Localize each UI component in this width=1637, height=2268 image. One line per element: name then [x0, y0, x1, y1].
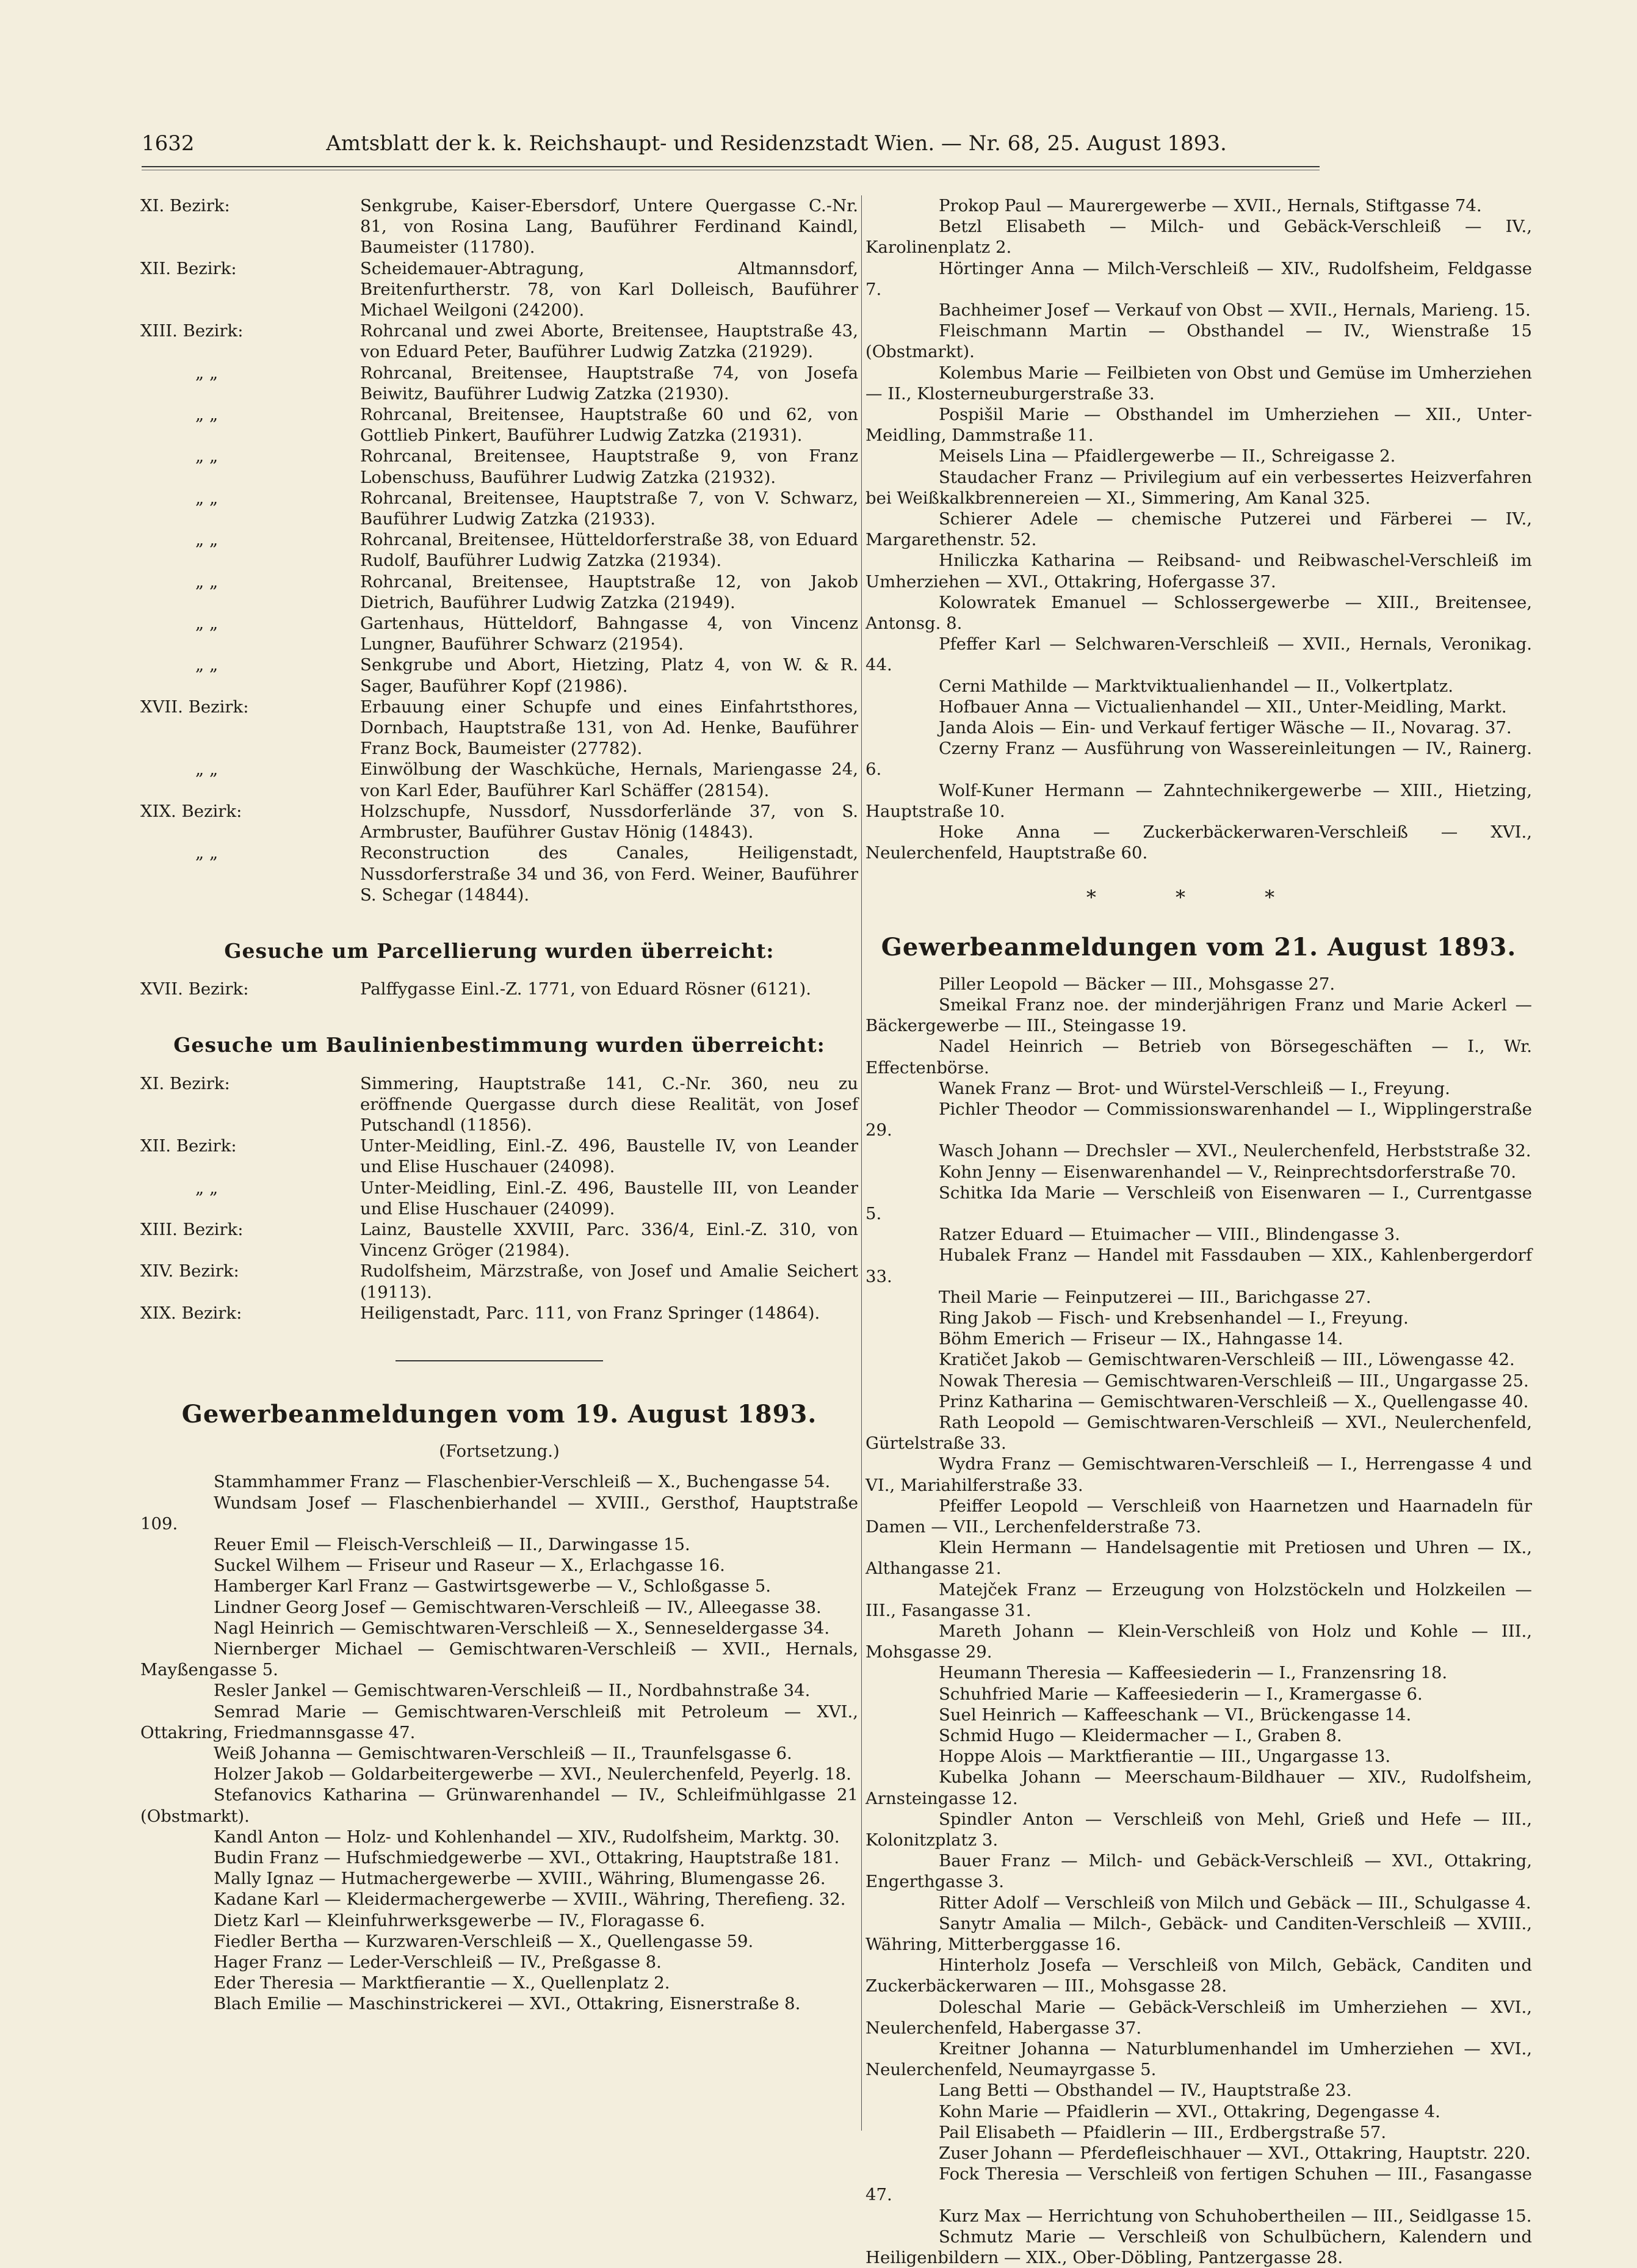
registration-entry: Bachheimer Josef — Verkauf von Obst — XVII., Hernals, Marieng. 15. [939, 300, 1531, 321]
registration-entry: Schuhfried Marie — Kaffeesiederin — I., Kramergasse 6. [939, 1684, 1423, 1704]
registration-entry: Budin Franz — Hufschmiedgewerbe — XVI., Ottakring, Hauptstraße 181. [214, 1848, 840, 1868]
listing-entry [140, 446, 858, 487]
registration-entry: Rath Leopold — Gemischtwaren-Verschleiß — XVI., Neulerchenfeld, Gürtelstraße 33. [865, 1412, 1532, 1454]
section-title-gewerbe-19: Gewerbeanmeldungen vom 19. August 1893. [181, 1399, 817, 1429]
registration-entry: Wolf-Kuner Hermann — Zahntechnikergewerbe — XIII., Hietzing, Hauptstraße 10. [865, 780, 1532, 821]
registration-entry: Schmid Hugo — Kleidermacher — I., Graben 8. [939, 1726, 1342, 1746]
district-label: XIV. Bezirk: [140, 1261, 239, 1281]
district-label: XI. Bezirk: [140, 1073, 230, 1093]
listing-entry [140, 613, 858, 654]
entry-text: Erbauung einer Schupfe und eines Einfahrtsthores, Dornbach, Hauptstraße 131, von Ad. Henke, Bauführer Franz Bock, Baumeister (27782). [360, 697, 858, 759]
registration-entry: Nadel Heinrich — Betrieb von Börsegeschäften — I., Wr. Effectenbörse. [865, 1037, 1532, 1078]
entry-text: Gartenhaus, Hütteldorf, Bahngasse 4, von Vincenz Lungner, Bauführer Schwarz (21954). [360, 614, 858, 654]
registration-entry: Bauer Franz — Milch- und Gebäck-Verschleiß — XVI., Ottakring, Engerthgasse 3. [865, 1851, 1532, 1892]
registration-entry: Dietz Karl — Kleinfuhrwerksgewerbe — IV., Floragasse 6. [214, 1910, 706, 1930]
registration-entry: Fiedler Bertha — Kurzwaren-Verschleiß — X., Quellengasse 59. [214, 1931, 754, 1951]
listing-entry [140, 488, 858, 529]
registration-entry: Heumann Theresia — Kaffeesiederin — I., Franzensring 18. [939, 1663, 1448, 1683]
district-label: XII. Bezirk: [140, 1136, 237, 1156]
gewerbe-21-list [865, 974, 1532, 2268]
section-subtitle: (Fortsetzung.) [439, 1441, 560, 1462]
registration-entry: Betzl Elisabeth — Milch- und Gebäck-Verschleiß — IV., Karolinenplatz 2. [865, 217, 1532, 258]
registration-entry: Ratzer Eduard — Etuimacher — VIII., Blindengasse 3. [939, 1225, 1400, 1245]
listing-entry [140, 1219, 858, 1261]
registration-entry: Kurz Max — Herrichtung von Schuhobertheilen — III., Seidlgasse 15. [939, 2206, 1532, 2226]
registration-entry: Kreitner Johanna — Naturblumenhandel im Umherziehen — XVI., Neulerchenfeld, Neumayrgasse 5. [865, 2039, 1532, 2080]
registration-entry: Doleschal Marie — Gebäck-Verschleiß im Umherziehen — XVI., Neulerchenfeld, Habergasse 37. [865, 1997, 1532, 2038]
registration-entry: Theil Marie — Feinputzerei — III., Barichgasse 27. [939, 1287, 1371, 1307]
entry-text: Unter-Meidling, Einl.-Z. 496, Baustelle IV, von Leander und Elise Huschauer (24098). [360, 1136, 858, 1177]
registration-entry: Stefanovics Katharina — Grünwarenhandel — IV., Schleifmühlgasse 21 (Obstmarkt). [140, 1785, 858, 1826]
listing-entry [140, 529, 858, 571]
district-label: XIII. Bezirk: [140, 321, 244, 341]
registration-entry: Hamberger Karl Franz — Gastwirtsgewerbe — V., Schloßgasse 5. [214, 1576, 771, 1596]
registration-entry: Schierer Adele — chemische Putzerei und Färberei — IV., Margarethenstr. 52. [865, 509, 1532, 550]
listing-entry [140, 842, 858, 905]
listing-entry [140, 801, 858, 842]
registration-entry: Semrad Marie — Gemischtwaren-Verschleiß mit Petroleum — XVI., Ottakring, Friedmannsgasse 47. [140, 1701, 858, 1742]
entry-text: Rohrcanal, Breitensee, Hütteldorferstraße 38, von Eduard Rudolf, Bauführer Ludwig Zatzka (21934). [360, 530, 858, 571]
listing-entry [140, 404, 858, 446]
listing-entry [140, 759, 858, 800]
header-rule [142, 166, 1320, 167]
masthead-title: Amtsblatt der k. k. Reichshaupt- und Residenzstadt Wien. — Nr. 68, 25. August 1893. [326, 131, 1227, 156]
page-number: 1632 [142, 131, 195, 156]
registration-entry: Kolembus Marie — Feilbieten von Obst und Gemüse im Umherziehen — II., Klosterneuburgerstraße 33. [865, 363, 1532, 404]
registration-entry: Kratičet Jakob — Gemischtwaren-Verschleiß — III., Löwengasse 42. [939, 1350, 1515, 1370]
listing-entry [140, 1261, 858, 1302]
registration-entry: Hinterholz Josefa — Verschleiß von Milch, Gebäck, Canditen und Zuckerbäckerwaren — III., Mohsgasse 28. [865, 1955, 1532, 1996]
registration-entry: Hubalek Franz — Handel mit Fassdauben — XIX., Kahlenbergerdorf 33. [865, 1245, 1532, 1286]
district-label: XVII. Bezirk: [140, 979, 249, 999]
entry-text: Rohrcanal, Breitensee, Hauptstraße 74, von Josefa Beiwitz, Bauführer Ludwig Zatzka (21930). [360, 363, 858, 404]
registration-entry: Meisels Lina — Pfaidlergewerbe — II., Schreigasse 2. [939, 446, 1396, 466]
registration-entry: Weiß Johanna — Gemischtwaren-Verschleiß — II., Traunfelsgasse 6. [214, 1744, 792, 1763]
registration-entry: Pail Elisabeth — Pfaidlerin — III., Erdbergstraße 57. [939, 2122, 1387, 2142]
registration-entry: Mareth Johann — Klein-Verschleiß von Holz und Kohle — III., Mohsgasse 29. [865, 1621, 1532, 1662]
entry-text: Rohrcanal, Breitensee, Hauptstraße 7, von V. Schwarz, Bauführer Ludwig Zatzka (21933). [360, 488, 858, 529]
district-label: „ „ [195, 843, 219, 863]
listing-entry [140, 1136, 858, 1177]
entry-text: Rohrcanal, Breitensee, Hauptstraße 12, von Jakob Dietrich, Bauführer Ludwig Zatzka (21949). [360, 571, 858, 612]
registration-entry: Kolowratek Emanuel — Schlossergewerbe — XIII., Breitensee, Antonsg. 8. [865, 592, 1532, 634]
listing-entry [140, 654, 858, 696]
registration-entry: Holzer Jakob — Goldarbeitergewerbe — XVI., Neulerchenfeld, Peyerlg. 18. [214, 1764, 851, 1784]
entry-text: Unter-Meidling, Einl.-Z. 496, Baustelle III, von Leander und Elise Huschauer (24099). [360, 1178, 858, 1219]
entry-text: Reconstruction des Canales, Heiligenstadt, Nussdorferstraße 34 und 36, von Ferd. Weiner, Bauführer S. Schegar (14844). [360, 843, 858, 905]
listing-entry [140, 258, 858, 321]
registration-entry: Zuser Johann — Pferdefleischhauer — XVI., Ottakring, Hauptstr. 220. [939, 2143, 1531, 2164]
registration-entry: Pichler Theodor — Commissionswarenhandel — I., Wipplingerstraße 29. [865, 1099, 1532, 1140]
district-label: „ „ [195, 1178, 219, 1198]
registration-entry: Böhm Emerich — Friseur — IX., Hahngasse 14. [939, 1329, 1343, 1349]
registration-entry: Prokop Paul — Maurergewerbe — XVII., Hernals, Stiftgasse 74. [939, 196, 1482, 216]
registration-entry: Czerny Franz — Ausführung von Wassereinleitungen — IV., Rainerg. 6. [865, 739, 1532, 780]
section-divider [396, 1360, 603, 1361]
district-label: „ „ [195, 759, 219, 780]
registration-entry: Janda Alois — Ein- und Verkauf fertiger Wäsche — II., Novarag. 37. [939, 718, 1512, 738]
registration-entry: Pfeffer Karl — Selchwaren-Verschleiß — XVII., Hernals, Veronikag. 44. [865, 634, 1532, 675]
district-label: XIX. Bezirk: [140, 801, 242, 821]
district-label: „ „ [195, 614, 219, 634]
registration-entry: Eder Theresia — Marktfierantie — X., Quellenplatz 2. [214, 1973, 670, 1993]
entry-text: Senkgrube, Kaiser-Ebersdorf, Untere Quergasse C.-Nr. 81, von Rosina Lang, Bauführer Ferdinand Kaindl, Baumeister (11780). [360, 196, 858, 258]
registration-entry: Suckel Wilhem — Friseur und Raseur — X., Erlachgasse 16. [214, 1556, 725, 1576]
district-label: XIII. Bezirk: [140, 1219, 244, 1239]
district-label: XVII. Bezirk: [140, 697, 249, 717]
section-title-baulinien: Gesuche um Baulinienbestimmung wurden überreicht: [173, 1033, 825, 1057]
registration-entry: Kadane Karl — Kleidermachergewerbe — XVIII., Währing, Therefieng. 32. [214, 1889, 846, 1910]
entry-text: Heiligenstadt, Parc. 111, von Franz Springer (14864). [360, 1303, 820, 1323]
district-label: XII. Bezirk: [140, 258, 237, 278]
listing-entry [140, 363, 858, 404]
district-label: „ „ [195, 405, 219, 425]
registration-entry: Wasch Johann — Drechsler — XVI., Neulerchenfeld, Herbststraße 32. [939, 1141, 1531, 1161]
registration-entry: Lindner Georg Josef — Gemischtwaren-Verschleiß — IV., Alleegasse 38. [214, 1597, 822, 1617]
section-title-parcellierung: Gesuche um Parcellierung wurden überreicht: [224, 938, 775, 963]
entry-text: Rohrcanal, Breitensee, Hauptstraße 9, von Franz Lobenschuss, Bauführer Ludwig Zatzka (21932). [360, 446, 858, 487]
district-label: „ „ [195, 571, 219, 592]
page-header [142, 125, 1320, 162]
registration-entry: Suel Heinrich — Kaffeeschank — VI., Brückengasse 14. [939, 1705, 1412, 1725]
registration-entry: Hoppe Alois — Marktfierantie — III., Ungargasse 13. [939, 1747, 1391, 1767]
registration-entry: Hniliczka Katharina — Reibsand- und Reibwaschel-Verschleiß im Umherziehen — XVI., Ottakring, Hofergasse 37. [865, 551, 1532, 592]
registration-entry: Lang Betti — Obsthandel — IV., Hauptstraße 23. [939, 2081, 1352, 2101]
registration-entry: Kubelka Johann — Meerschaum-Bildhauer — XIV., Rudolfsheim, Arnsteingasse 12. [865, 1767, 1532, 1808]
entry-text: Senkgrube und Abort, Hietzing, Platz 4, von W. & R. Sager, Bauführer Kopf (21986). [360, 655, 858, 696]
registration-entry: Fleischmann Martin — Obsthandel — IV., Wienstraße 15 (Obstmarkt). [865, 321, 1532, 362]
district-label: „ „ [195, 655, 219, 675]
registration-entry: Sanytr Amalia — Milch-, Gebäck- und Canditen-Verschleiß — XVIII., Währing, Mitterberggasse 16. [865, 1913, 1532, 1955]
registration-entry: Wydra Franz — Gemischtwaren-Verschleiß — I., Herrengasse 4 und VI., Mariahilferstraße 33. [865, 1454, 1532, 1495]
registration-entry: Hörtinger Anna — Milch-Verschleiß — XIV., Rudolfsheim, Feldgasse 7. [865, 258, 1532, 299]
district-label: XIX. Bezirk: [140, 1303, 242, 1323]
asterism-text: * * * [1086, 885, 1312, 909]
registration-entry: Kohn Jenny — Eisenwarenhandel — V., Reinprechtsdorferstraße 70. [939, 1162, 1517, 1182]
entry-text: Rudolfsheim, Märzstraße, von Josef und Amalie Seichert (19113). [360, 1261, 858, 1302]
district-label: „ „ [195, 488, 219, 508]
registration-entry: Ritter Adolf — Verschleiß von Milch und Gebäck — III., Schulgasse 4. [939, 1893, 1531, 1913]
registration-entry: Blach Emilie — Maschinstrickerei — XVI., Ottakring, Eisnerstraße 8. [214, 1994, 801, 2014]
registration-entry: Wanek Franz — Brot- und Würstel-Verschleiß — I., Freyung. [939, 1078, 1450, 1098]
entry-text: Rohrcanal, Breitensee, Hauptstraße 60 und 62, von Gottlieb Pinkert, Bauführer Ludwig Zatzka (21931). [360, 405, 858, 446]
registration-entry: Klein Hermann — Handelsagentie mit Pretiosen und Uhren — IX., Althangasse 21. [865, 1538, 1532, 1579]
registration-entry: Niernberger Michael — Gemischtwaren-Verschleiß — XVII., Hernals, Mayßengasse 5. [140, 1639, 858, 1680]
registration-entry: Schitka Ida Marie — Verschleiß von Eisenwaren — I., Currentgasse 5. [865, 1183, 1532, 1223]
entry-text: Scheidemauer-Abtragung, Altmannsdorf, Breitenfurtherstr. 78, von Karl Dolleisch, Bauführer Michael Weilgoni (24200). [360, 258, 858, 321]
building-permits-list [140, 195, 858, 905]
entry-text: Simmering, Hauptstraße 141, C.-Nr. 360, neu zu eröffnende Quergasse durch diese Realität, von Josef Putschandl (11856). [360, 1073, 858, 1135]
entry-text: Holzschupfe, Nussdorf, Nussdorferlände 37, von S. Armbruster, Bauführer Gustav Hönig (14843). [360, 801, 858, 842]
parcellierung-list [140, 979, 858, 999]
registration-entry: Cerni Mathilde — Marktviktualienhandel — II., Volkertplatz. [939, 676, 1453, 696]
right-column [865, 195, 1532, 2268]
listing-entry [140, 195, 858, 258]
registration-entry: Spindler Anton — Verschleiß von Mehl, Grieß und Hefe — III., Kolonitzplatz 3. [865, 1809, 1532, 1850]
registration-entry: Kohn Marie — Pfaidlerin — XVI., Ottakring, Degengasse 4. [939, 2101, 1440, 2121]
registration-entry: Mally Ignaz — Hutmachergewerbe — XVIII., Währing, Blumengasse 26. [214, 1869, 826, 1889]
listing-entry [140, 1073, 858, 1136]
gewerbe-19-list [140, 1471, 858, 2014]
registration-entry: Fock Theresia — Verschleiß von fertigen Schuhen — III., Fasangasse 47. [865, 2164, 1532, 2205]
registration-entry: Hoke Anna — Zuckerbäckerwaren-Verschleiß — XVI., Neulerchenfeld, Hauptstraße 60. [865, 822, 1532, 863]
registration-entry: Pospišil Marie — Obsthandel im Umherziehen — XII., Unter-Meidling, Dammstraße 11. [865, 405, 1532, 446]
listing-entry [140, 1303, 858, 1324]
registration-entry: Kandl Anton — Holz- und Kohlenhandel — XIV., Rudolfsheim, Marktg. 30. [214, 1827, 840, 1847]
registration-entry: Nagl Heinrich — Gemischtwaren-Verschleiß — X., Senneseldergasse 34. [214, 1618, 830, 1638]
entry-text: Rohrcanal und zwei Aborte, Breitensee, Hauptstraße 43, von Eduard Peter, Bauführer Ludwig Zatzka (21929). [360, 321, 858, 362]
registration-entry: Nowak Theresia — Gemischtwaren-Verschleiß — III., Ungargasse 25. [939, 1371, 1529, 1391]
listing-entry [140, 979, 858, 999]
district-label: „ „ [195, 363, 219, 383]
listing-entry [140, 697, 858, 759]
registration-entry: Hofbauer Anna — Victualienhandel — XII., Unter-Meidling, Markt. [939, 697, 1507, 717]
registration-entry: Stammhammer Franz — Flaschenbier-Verschleiß — X., Buchengasse 54. [214, 1472, 831, 1492]
entry-text: Lainz, Baustelle XXVIII, Parc. 336/4, Einl.-Z. 310, von Vincenz Gröger (21984). [360, 1219, 858, 1261]
registration-entry: Smeikal Franz noe. der minderjährigen Franz und Marie Ackerl — Bäckergewerbe — III., Steingasse 19. [865, 995, 1532, 1036]
registration-entry: Reuer Emil — Fleisch-Verschleiß — II., Darwingasse 15. [214, 1534, 690, 1554]
listing-entry [140, 321, 858, 362]
registration-entry: Hager Franz — Leder-Verschleiß — IV., Preßgasse 8. [214, 1952, 662, 1973]
registration-entry: Matejček Franz — Erzeugung von Holzstöckeln und Holzkeilen — III., Fasangasse 31. [865, 1579, 1532, 1620]
district-label: „ „ [195, 530, 219, 550]
registration-entry: Resler Jankel — Gemischtwaren-Verschleiß — II., Nordbahnstraße 34. [214, 1681, 811, 1701]
left-column [140, 195, 858, 2015]
section-title-gewerbe-21: Gewerbeanmeldungen vom 21. August 1893. [881, 932, 1517, 962]
entry-text: Einwölbung der Waschküche, Hernals, Mariengasse 24, von Karl Eder, Bauführer Karl Schäffer (28154). [360, 759, 858, 800]
registration-entry: Staudacher Franz — Privilegium auf ein verbessertes Heizverfahren bei Weißkalkbrennereien — XI., Simmering, Am Kanal 325. [865, 467, 1532, 508]
listing-entry [140, 571, 858, 613]
column-divider [861, 195, 862, 2131]
registration-entry: Pfeiffer Leopold — Verschleiß von Haarnetzen und Haarnadeln für Damen — VII., Lerchenfelderstraße 73. [865, 1496, 1532, 1537]
baulinien-list [140, 1073, 858, 1324]
gewerbe-continued-list [865, 195, 1532, 864]
registration-entry: Prinz Katharina — Gemischtwaren-Verschleiß — X., Quellengasse 40. [939, 1391, 1529, 1411]
registration-entry: Schmutz Marie — Verschleiß von Schulbüchern, Kalendern und Heiligenbildern — XIX., Ober-Döbling, Pantzergasse 28. [865, 2226, 1532, 2268]
registration-entry: Ring Jakob — Fisch- und Krebsenhandel — I., Freyung. [939, 1308, 1409, 1328]
registration-entry: Wundsam Josef — Flaschenbierhandel — XVIII., Gersthof, Hauptstraße 109. [140, 1493, 858, 1534]
asterism [865, 885, 1532, 909]
district-label: „ „ [195, 446, 219, 466]
listing-entry [140, 1178, 858, 1219]
registration-entry: Piller Leopold — Bäcker — III., Mohsgasse 27. [939, 974, 1335, 994]
entry-text: Palffygasse Einl.-Z. 1771, von Eduard Rösner (6121). [360, 979, 812, 999]
district-label: XI. Bezirk: [140, 196, 230, 216]
